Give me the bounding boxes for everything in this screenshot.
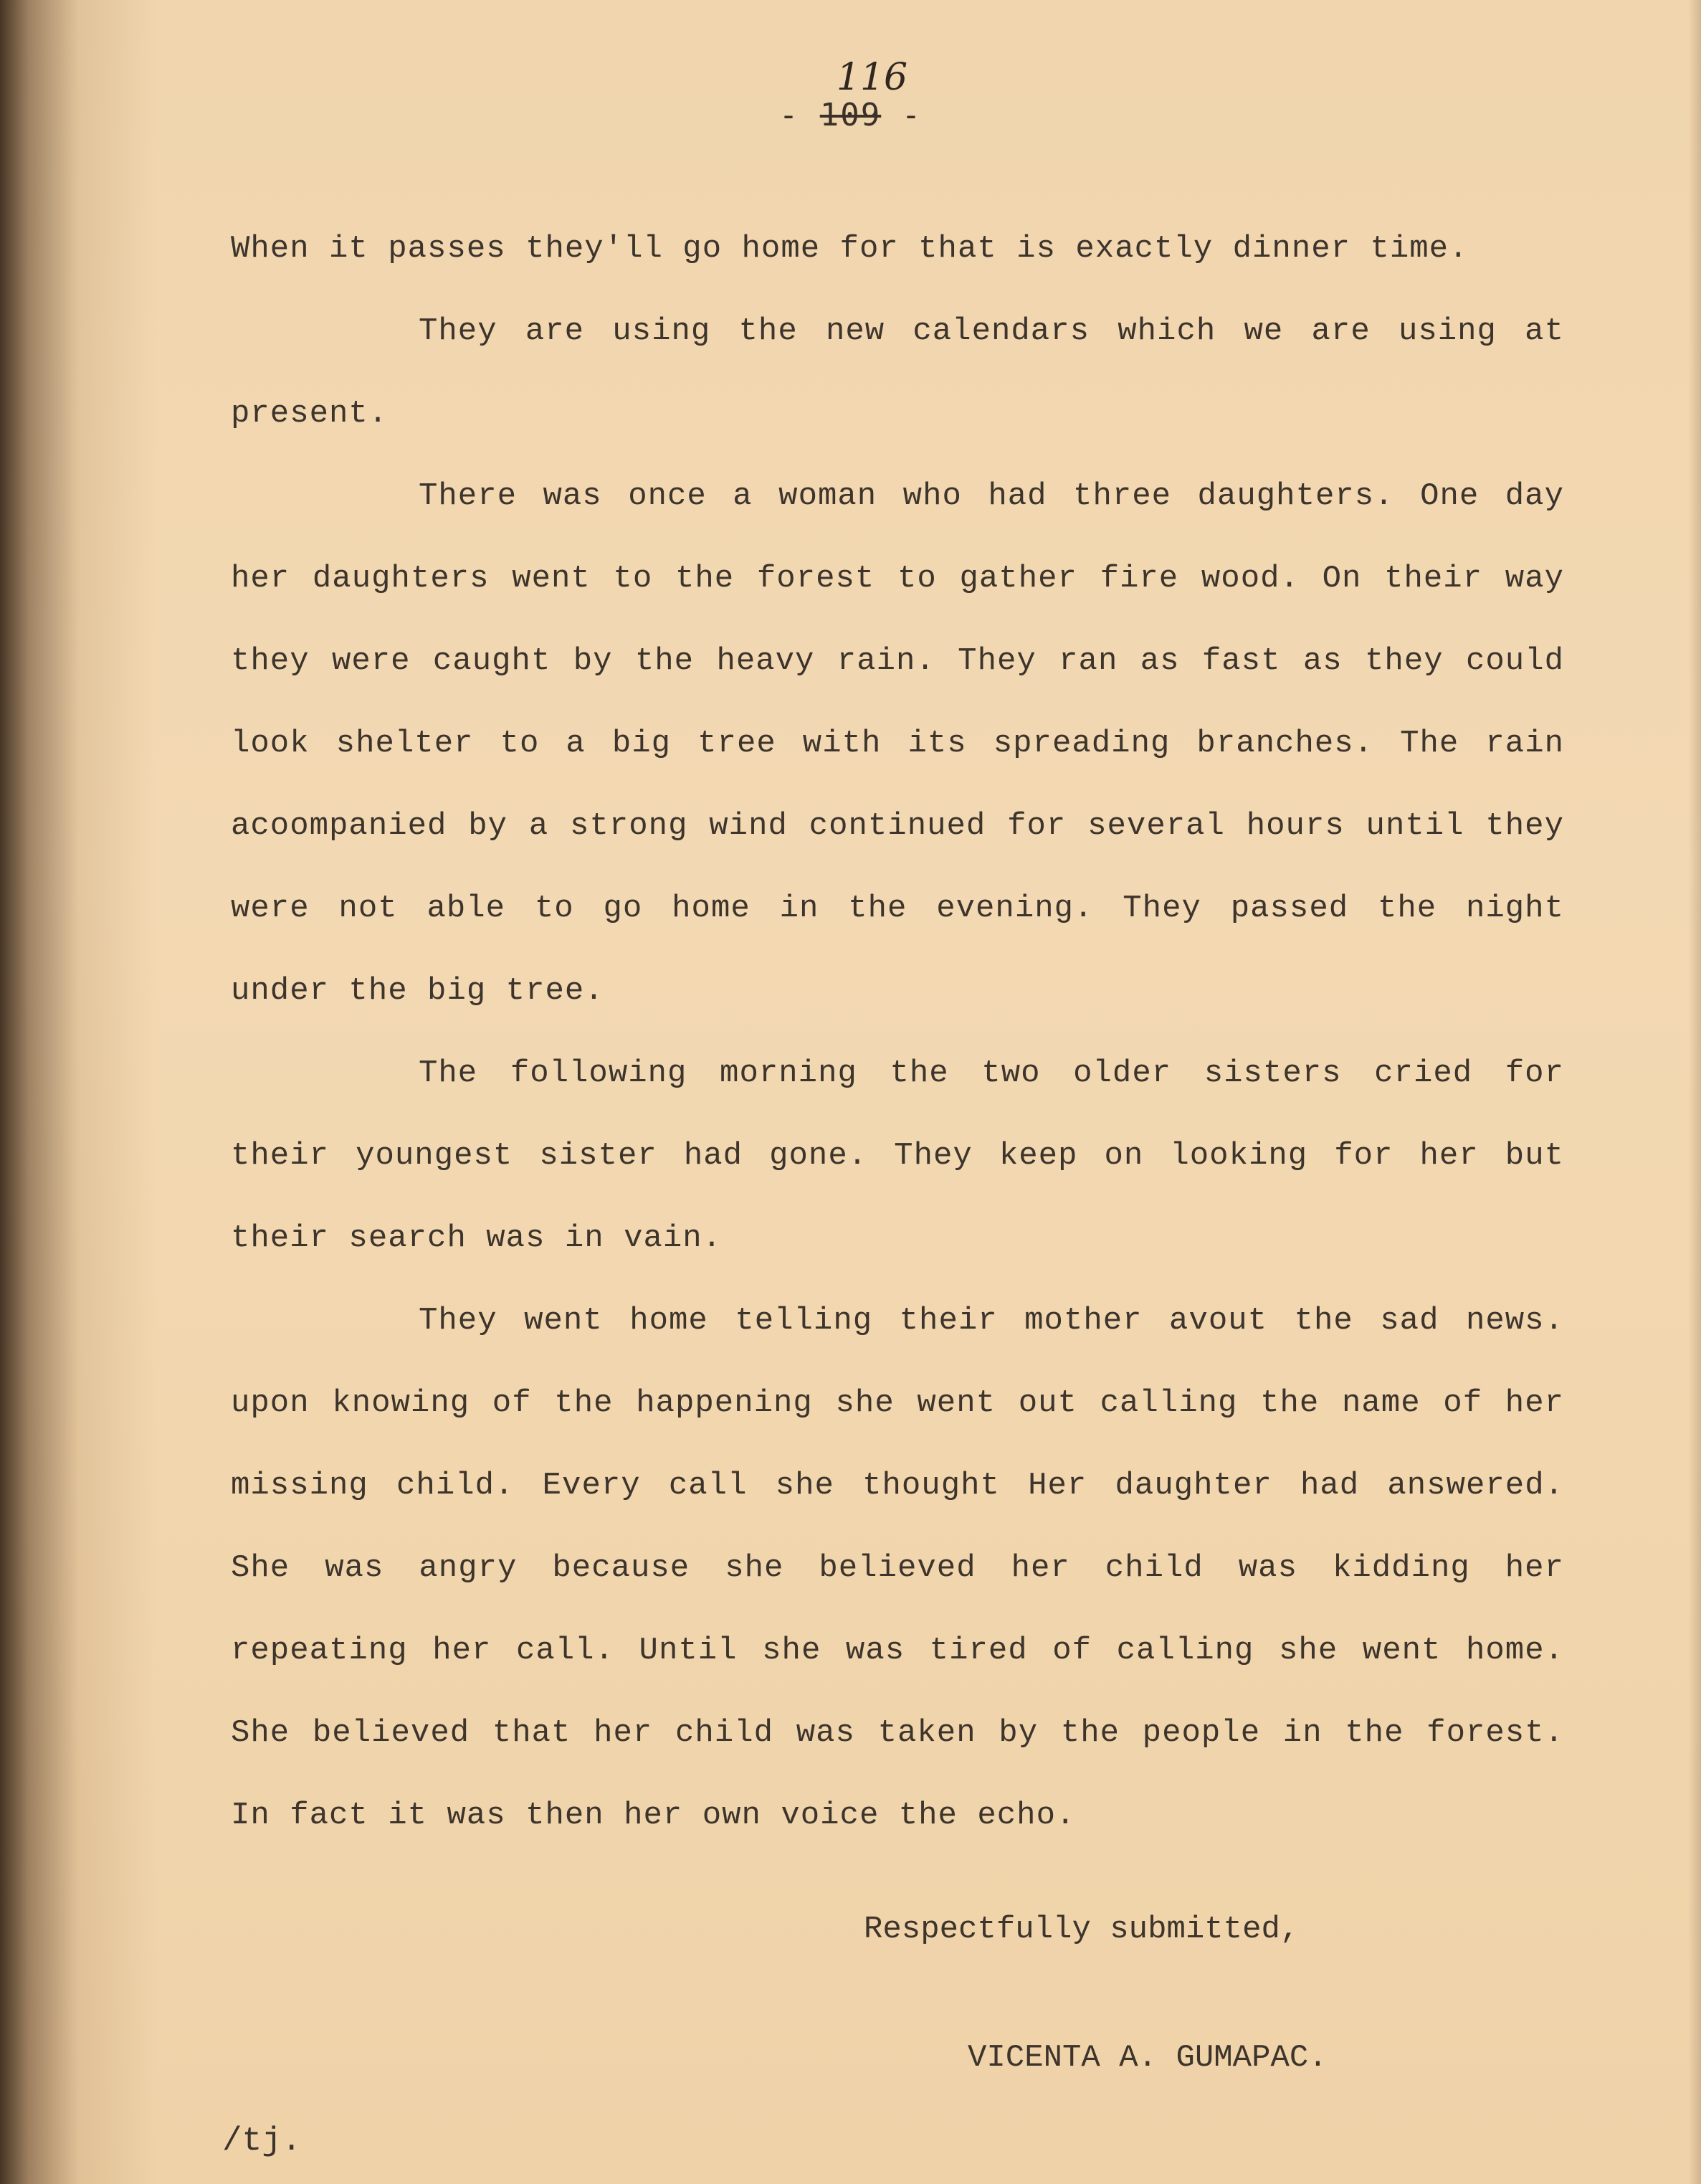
struck-page-number: 109 [819,97,882,133]
paragraph-5: They went home telling their mother avout the sad news. upon knowing of the happening she went out calling the name of her missing child. Every call she thought Her daughter had answered. She was angry because she believed her child was kidding her repeating her call. Until she was tired of calling she went home. She believed that her child was taken by the people in the forest. In fact it was then her own voice the echo. [231,1303,1564,1833]
paragraph-1: When it passes they'll go home for that is exactly dinner time. [231,231,1469,267]
paragraph-3: There was once a woman who had three daughters. One day her daughters went to the forest to gather fire wood. On their way they were caught by the heavy rain. They ran as fast as they could look shelter to a big tree with its spreading branches. The rain acoompanied by a strong wind continued for several hours until they were not able to go home in the evening. They passed the night under the big tree. [231,478,1564,1009]
paragraph-2: They are using the new calendars which we are using at present. [231,313,1564,432]
paragraph-4: The following morning the two older sisters cried for their youngest sister had gone. They keep on looking for her but their search was in vain. [231,1055,1564,1256]
closing-salutation: Respectfully submitted, [864,1912,1300,1947]
typed-page-number [779,98,922,133]
handwritten-page-number: 116 [836,56,908,99]
typed-page-number-prefix: - [778,97,820,133]
author-name: VICENTA A. GUMAPAC. [968,2040,1328,2076]
body-text [231,208,1564,1857]
page-edge-shadow [1688,0,1701,2184]
page-number-header [0,57,1701,133]
typist-initials: /tj. [222,2122,302,2160]
typed-page-number-suffix: - [881,97,923,133]
